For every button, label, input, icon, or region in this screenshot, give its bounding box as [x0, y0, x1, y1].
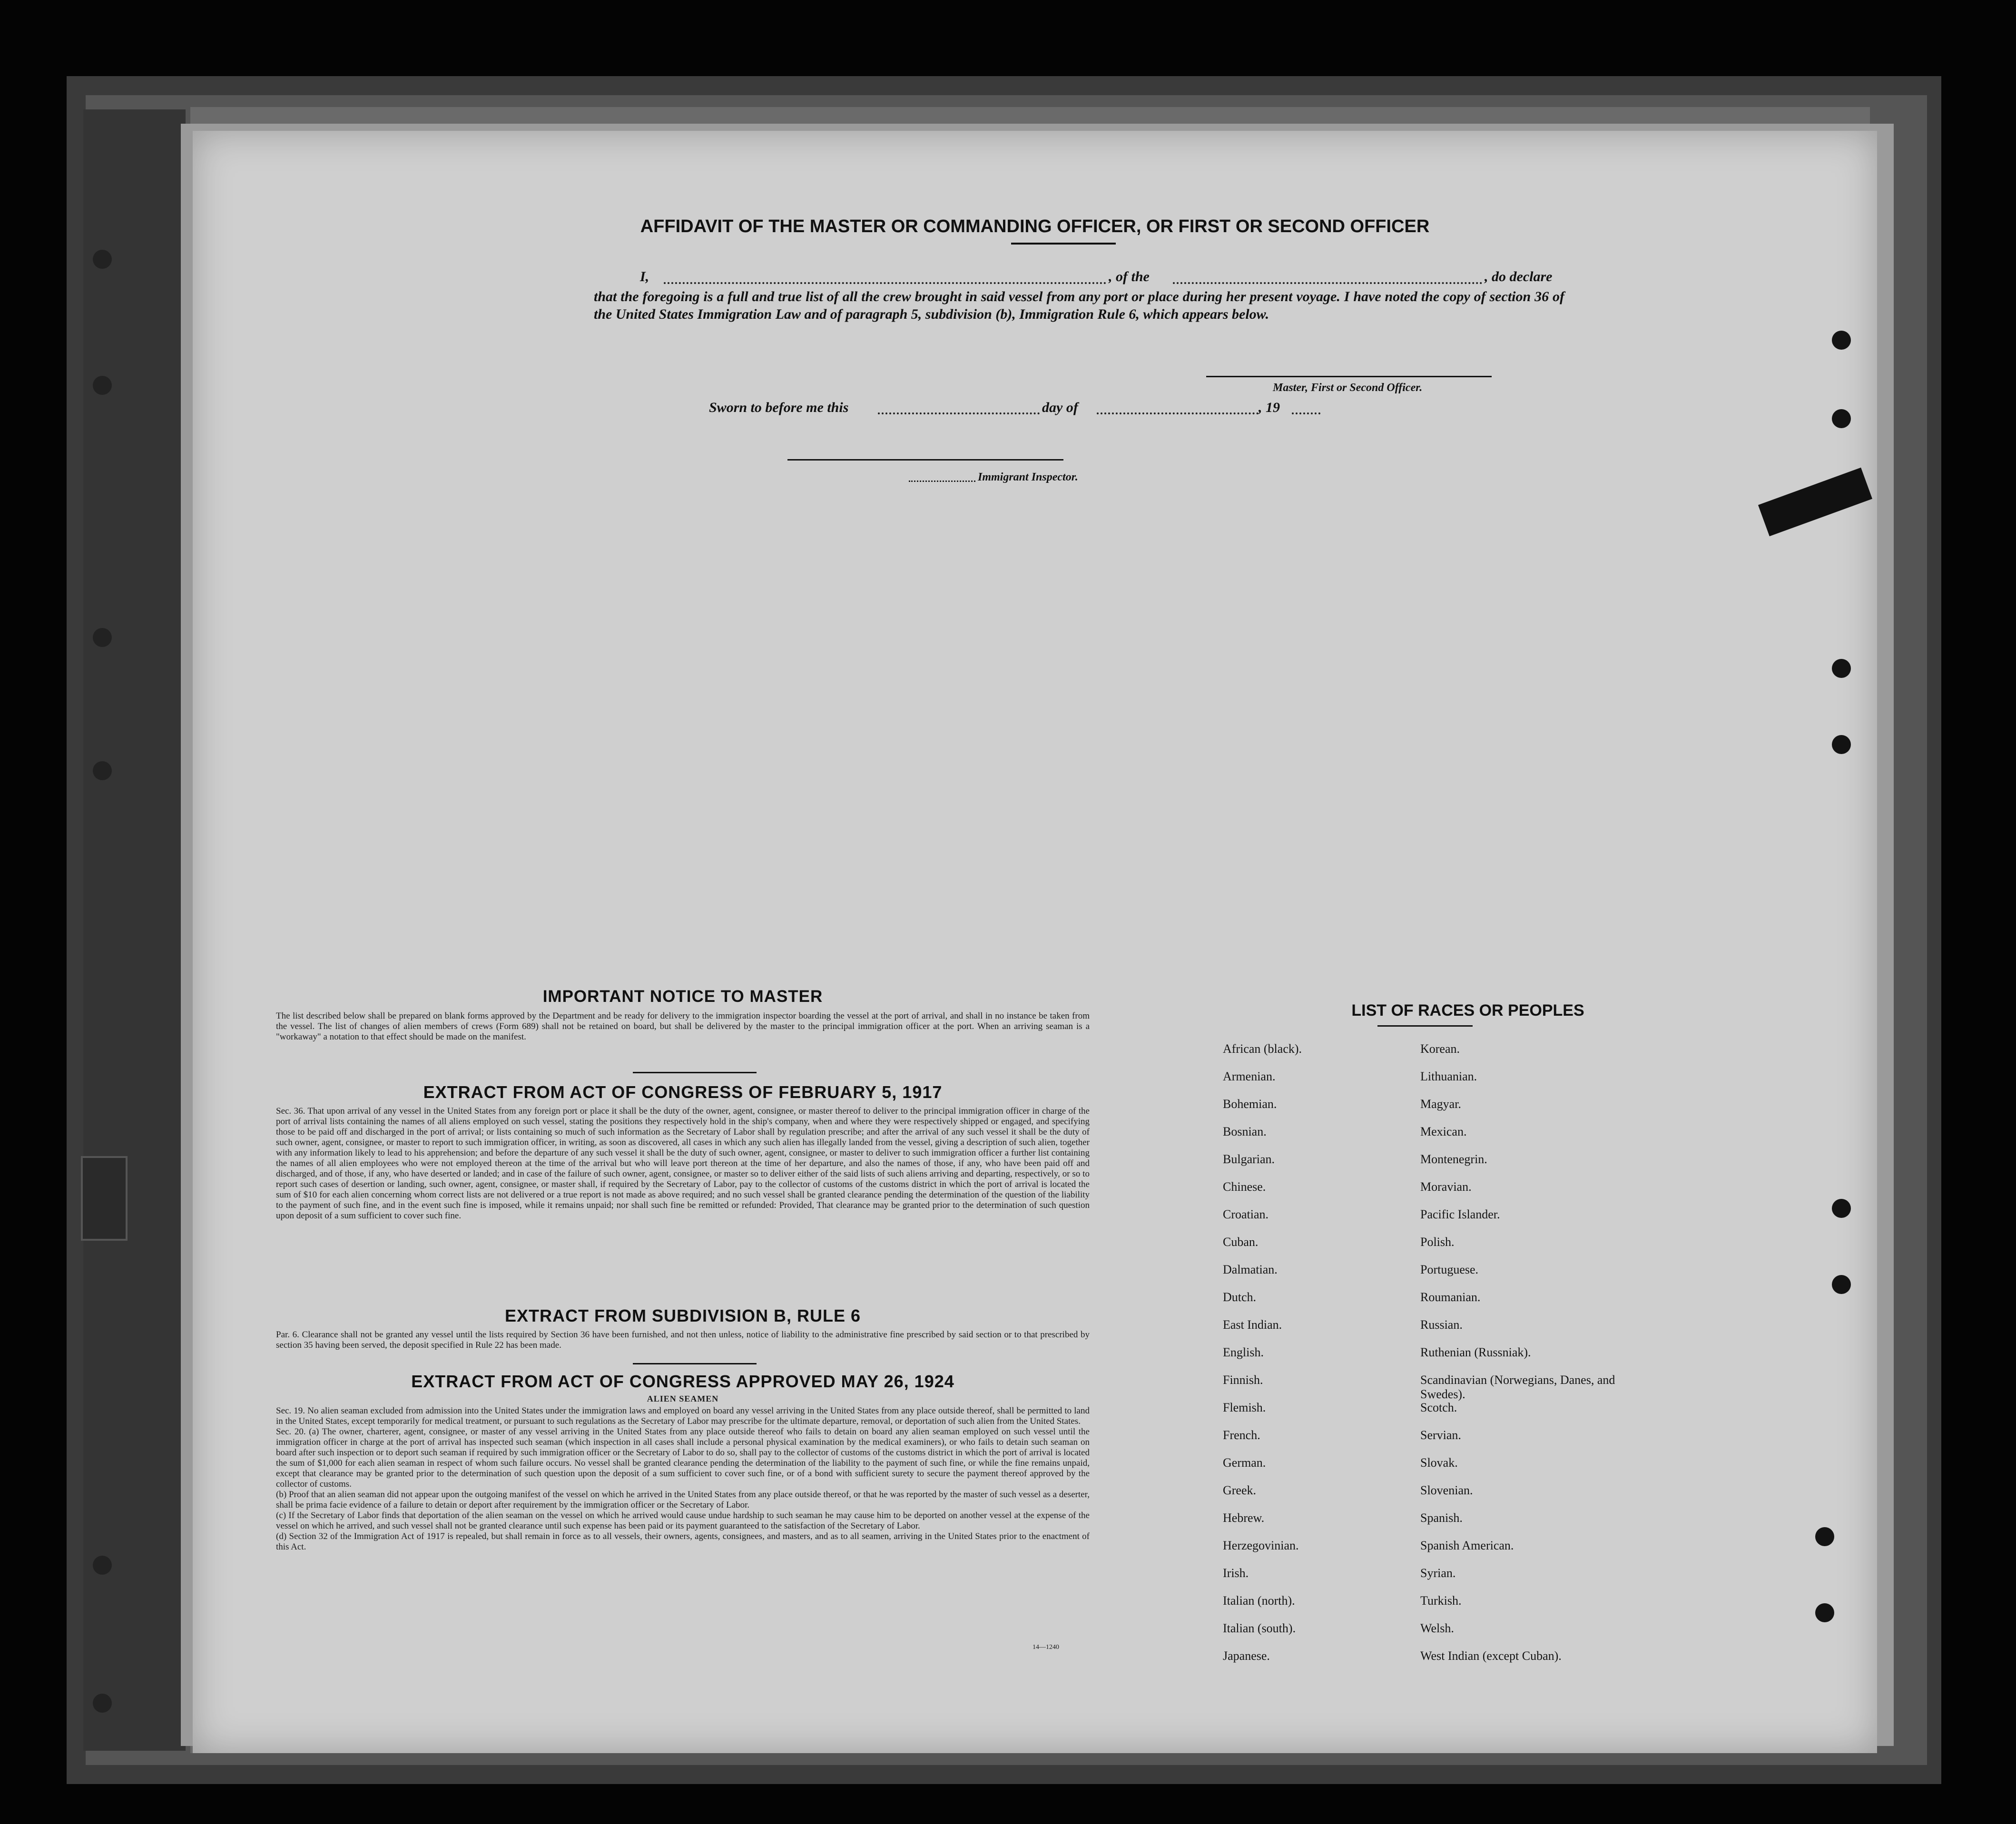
- sworn-day-blank[interactable]: [878, 412, 1040, 414]
- race-item: Finnish.: [1223, 1373, 1263, 1387]
- race-item: Russian.: [1420, 1318, 1463, 1332]
- race-item: Flemish.: [1223, 1401, 1266, 1414]
- vessel-blank-line[interactable]: [1173, 282, 1482, 284]
- binder-hole: [93, 250, 112, 269]
- races-title-divider: [1377, 1025, 1473, 1027]
- title-divider: [1011, 243, 1116, 245]
- race-item: Slovenian.: [1420, 1483, 1473, 1497]
- binder-hole: [93, 1694, 112, 1713]
- race-item: German.: [1223, 1456, 1266, 1470]
- affidavit-i: I,: [640, 269, 649, 284]
- race-item: Magyar.: [1420, 1097, 1461, 1111]
- race-item: Herzegovinian.: [1223, 1539, 1299, 1552]
- bleed-through-text: [516, 183, 526, 214]
- race-item: Irish.: [1223, 1566, 1249, 1580]
- race-item: Polish.: [1420, 1235, 1455, 1249]
- extract-rule6-title: EXTRACT FROM SUBDIVISION B, RULE 6: [504, 1306, 861, 1325]
- race-item: Scandinavian (Norwegians, Danes, and Swedes).: [1420, 1373, 1615, 1401]
- master-signature-line[interactable]: [1206, 376, 1492, 377]
- sworn-label: Sworn to before me this: [709, 400, 849, 415]
- race-item: Roumanian.: [1420, 1290, 1481, 1304]
- race-item: Hebrew.: [1223, 1511, 1265, 1525]
- day-of-label: day of: [1042, 400, 1078, 415]
- section-divider: [633, 1363, 757, 1364]
- race-item: Japanese.: [1223, 1649, 1270, 1663]
- extract-rule6-text: Par. 6. Clearance shall not be granted any vessel until the lists required by Section 36 have been furnished, and not then unless, notice of liability to the administrative fine prescribed by said section or to that prescribed by section 35 having been served, the deposit specified in Rule 22 has been made.: [276, 1330, 1090, 1350]
- affidavit-body: that the foregoing is a full and true list of all the crew brought in said vessel from any port or place during her present voyage. I have noted the copy of section 36 of the United States Immigration Law and of paragraph 5, subdivision (b), Immigration Rule 6, which appears below.: [594, 289, 1564, 322]
- race-item: Slovak.: [1420, 1456, 1458, 1470]
- race-item: Portuguese.: [1420, 1263, 1479, 1276]
- race-item: West Indian (except Cuban).: [1420, 1649, 1562, 1663]
- race-item: Spanish.: [1420, 1511, 1463, 1525]
- year-label: , 19: [1259, 400, 1280, 415]
- section-divider: [633, 1072, 757, 1073]
- race-item: Bosnian.: [1223, 1125, 1267, 1138]
- race-item: Welsh.: [1420, 1621, 1454, 1635]
- race-item: Cuban.: [1223, 1235, 1259, 1249]
- form-number: 14—1240: [1033, 1644, 1059, 1651]
- race-item: Turkish.: [1420, 1594, 1462, 1608]
- race-item: Scotch.: [1420, 1401, 1457, 1414]
- affidavit-title: AFFIDAVIT OF THE MASTER OR COMMANDING OFFICER, OR FIRST OR SECOND OFFICER: [640, 216, 1430, 236]
- master-label: Master, First or Second Officer.: [1273, 382, 1423, 394]
- inspector-label: Immigrant Inspector.: [978, 471, 1078, 483]
- race-item: English.: [1223, 1345, 1264, 1359]
- sworn-month-blank[interactable]: [1097, 412, 1259, 414]
- race-item: Syrian.: [1420, 1566, 1456, 1580]
- race-item: Armenian.: [1223, 1069, 1276, 1083]
- name-blank-line[interactable]: [664, 282, 1106, 284]
- binder-hole: [93, 1556, 112, 1575]
- notice-text: The list described below shall be prepared on blank forms approved by the Department and be ready for delivery to the immigration inspector boarding the vessel at the port of arrival, and shall in no instance be taken from the vessel. The list of changes of alien members of crews (Form 689) shall not be retained on board, but shall be delivered by the master to the principal immigration officer at the port. When an arriving seaman is a "workaway" a notation to that effect should be made on the manifest.: [276, 1011, 1090, 1042]
- alien-seamen-subtitle: ALIEN SEAMEN: [647, 1394, 719, 1403]
- year-blank[interactable]: [1292, 412, 1320, 414]
- race-item: Bulgarian.: [1223, 1152, 1275, 1166]
- page-hole: [1832, 735, 1851, 754]
- race-item: Montenegrin.: [1420, 1152, 1487, 1166]
- inspector-leader-dots: [909, 481, 975, 482]
- races-title: LIST OF RACES OR PEOPLES: [1351, 1001, 1584, 1020]
- page-hole: [1815, 1527, 1834, 1546]
- affidavit-of-the: , of the: [1109, 269, 1150, 284]
- manifest-page: [193, 131, 1877, 1753]
- race-item: Dalmatian.: [1223, 1263, 1278, 1276]
- binder-hole: [93, 628, 112, 647]
- page-hole: [1832, 1199, 1851, 1218]
- affidavit-do-declare: , do declare: [1485, 269, 1553, 284]
- extract-1924-text: Sec. 19. No alien seaman excluded from admission into the United States under the immigration laws and employed on board any vessel arriving in the United States from any place outside thereof, shall be permitted to land in the United States, except temporarily for medical treatment, or pursuant to such regulations as the Secretary of Labor may prescribe for the ultimate departure, removal, or deportation of such alien from the United States. Sec. 20. (a) The owner, charterer, agent, consignee, or master of any vessel arriving in the United States from any place outside thereof who fails to detain on board any alien seaman employed on such vessel until the immigration officer in charge at the port of arrival has inspected such seaman (which inspection in all cases shall include a personal physical examination by the medical examiners), or who fails to detain such seaman on board after such inspection or to deport such seaman if required by such immigration officer or the Secretary of Labor to do so, shall pay to the collector of customs of the customs district in which the port of arrival is located the sum of $1,000 for each alien seaman in respect of whom such failure occurs. No vessel shall be granted clearance pending the determination of the liability to the payment of such fine, or while the fine remains unpaid, except that clearance may be granted prior to the determination of such question upon the deposit of a sum sufficient to cover such fine, or of a bond with sufficient surety to secure the payment thereof approved by the collector of customs. (b) Proof that an alien seaman did not appear upon the outgoing manifest of the vessel on which he arrived in the United States from any place outside thereof, or that he was reported by the master of such vessel as a deserter, shall be prima facie evidence of a failure to detain or deport after requirement by the immigration officer or the Secretary of Labor. (c) If the Secretary of Labor finds that deportation of the alien seaman on the vessel on which he arrived would cause undue hardship to such seaman he may cause him to be deported on another vessel at the expense of the vessel on which he arrived, and such vessel shall not be granted clearance until such expense has been paid or its payment guaranteed to the satisfaction of the Secretary of Labor. (d) Section 32 of the Immigration Act of 1917 is repealed, but shall remain in force as to all vessels, their owners, agents, consignees, and masters, and as to all seamen, arriving in the United States prior to the enactment of this Act.: [276, 1406, 1090, 1552]
- race-item: Lithuanian.: [1420, 1069, 1477, 1083]
- notice-title: IMPORTANT NOTICE TO MASTER: [542, 987, 823, 1006]
- extract-1924-title: EXTRACT FROM ACT OF CONGRESS APPROVED MAY 26, 1924: [411, 1372, 954, 1391]
- race-item: Italian (north).: [1223, 1594, 1295, 1608]
- race-item: Korean.: [1420, 1042, 1460, 1056]
- race-item: Spanish American.: [1420, 1539, 1514, 1552]
- binder-hole: [93, 761, 112, 780]
- page-hole: [1832, 331, 1851, 350]
- race-item: French.: [1223, 1428, 1260, 1442]
- page-hole: [1832, 659, 1851, 678]
- race-item: Ruthenian (Russniak).: [1420, 1345, 1531, 1359]
- race-item: Mexican.: [1420, 1125, 1467, 1138]
- binder-strip: [83, 109, 186, 1751]
- page-hole: [1815, 1603, 1834, 1622]
- page-hole: [1832, 1275, 1851, 1294]
- race-item: East Indian.: [1223, 1318, 1282, 1332]
- binder-clip: [81, 1156, 128, 1241]
- race-item: Chinese.: [1223, 1180, 1266, 1194]
- race-item: Italian (south).: [1223, 1621, 1296, 1635]
- race-item: Bohemian.: [1223, 1097, 1277, 1111]
- inspector-signature-line[interactable]: [787, 459, 1063, 461]
- binder-hole: [93, 376, 112, 395]
- extract-1917-text: Sec. 36. That upon arrival of any vessel in the United States from any foreign port or place it shall be the duty of the owner, agent, consignee, or master thereof to deliver to the principal immigration officer in charge of the port of arrival lists containing the names of all aliens employed on such vessel, stating the positions they respectively hold in the ship's company, when and where they were respectively shipped or engaged, and specifying those to be paid off and discharged in the port of arrival; or lists containing so much of such information as the Secretary of Labor shall by regulation prescribe; and after the arrival of any such vessel it shall be the duty of such owner, agent, consignee, or master to report to such immigration officer, in writing, as soon as discovered, all cases in which any such alien has illegally landed from the vessel, giving a description of such alien, together with any information likely to lead to his apprehension; and before the departure of any such vessel it shall be the duty of such owner, agent, consignee, or master to deliver to such immigration officer a further list containing the names of all alien employees who were not employed thereon at the time of the arrival but who will leave port thereon at the time of her departure, and also the names of those, if any, who have been paid off and discharged, and of those, if any, who have deserted or landed; and in case of the failure of such owner, agent, consignee, or master so to deliver either of the said lists of such aliens arriving and departing, respectively, or so to report such cases of desertion or landing, such owner, agent, consignee, or master shall, if required by the Secretary of Labor, pay to the collector of customs of the customs district in which the port of arrival is located the sum of $10 for each alien concerning whom correct lists are not delivered or a true report is not made as above required; and no such vessel shall be granted clearance pending the determination of the question of the liability to the payment of such fine, and in the event such fine is imposed, while it remains unpaid; nor shall such fine be remitted or refunded: Provided, That clearance may be granted prior to the determination of such question upon deposit of a sum sufficient to cover such fine.: [276, 1106, 1090, 1221]
- race-item: Dutch.: [1223, 1290, 1257, 1304]
- page-hole: [1832, 409, 1851, 428]
- race-item: Greek.: [1223, 1483, 1257, 1497]
- race-item: African (black).: [1223, 1042, 1302, 1056]
- race-item: Servian.: [1420, 1428, 1461, 1442]
- race-item: Croatian.: [1223, 1207, 1269, 1221]
- race-item: Pacific Islander.: [1420, 1207, 1500, 1221]
- extract-1917-title: EXTRACT FROM ACT OF CONGRESS OF FEBRUARY 5, 1917: [423, 1082, 943, 1102]
- race-item: Moravian.: [1420, 1180, 1472, 1194]
